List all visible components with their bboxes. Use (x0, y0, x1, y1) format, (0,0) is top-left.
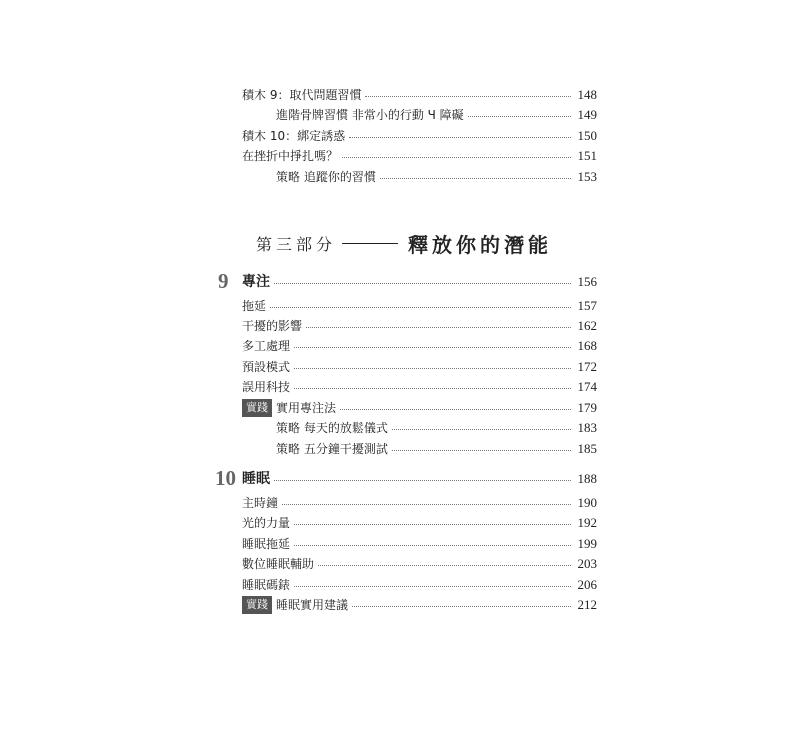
chapter-number: 10 (215, 466, 236, 490)
toc-entry-page: 172 (577, 359, 597, 374)
dot-leader (352, 606, 571, 607)
toc-entry (242, 296, 597, 316)
dot-leader (270, 307, 571, 308)
toc-entry (276, 105, 597, 125)
dot-leader (468, 116, 571, 117)
toc-entry (242, 595, 597, 615)
toc-entry (242, 316, 597, 336)
toc-entry (242, 398, 597, 418)
toc-entry (242, 336, 597, 356)
toc-entry-page: 150 (577, 128, 597, 143)
toc-entry-page: 168 (577, 338, 597, 353)
dot-leader (342, 157, 571, 158)
toc-entry-page: 174 (577, 379, 597, 394)
toc-entry (276, 439, 597, 459)
toc-entry-title: 干擾的影響 (242, 319, 303, 333)
toc-entry (276, 418, 597, 438)
dot-leader (294, 586, 571, 587)
part-dash (342, 243, 398, 244)
dot-leader (274, 283, 571, 284)
dot-leader (294, 368, 571, 369)
chapter-page: 156 (577, 274, 597, 289)
toc-entry-title: 睡眠拖延 (242, 537, 291, 551)
toc-entry-page: 151 (577, 148, 597, 163)
toc-entry-page: 153 (577, 169, 597, 184)
toc-entry-title: 光的力量 (242, 516, 291, 530)
toc-entry (242, 377, 597, 397)
toc-entry-page: 148 (577, 87, 597, 102)
dot-leader (294, 524, 571, 525)
part-title: 釋放你的潛能 (408, 232, 553, 257)
toc-entry-title: 主時鐘 (242, 496, 279, 510)
chapter-number: 9 (218, 269, 229, 293)
toc-entry-title: 睡眠碼錶 (242, 578, 291, 592)
dot-leader (318, 565, 571, 566)
toc-entry-page: 183 (577, 420, 597, 435)
dot-leader (365, 96, 571, 97)
dot-leader (392, 450, 571, 451)
part-label: 第三部分 (256, 234, 337, 254)
toc-entry-title: 數位睡眠輔助 (242, 557, 315, 571)
toc-entry (242, 534, 597, 554)
toc-entry (242, 554, 597, 574)
toc-entry-title: 拖延 (242, 299, 267, 313)
toc-entry (242, 126, 597, 146)
toc-entry-title: 在挫折中掙扎嗎？ (242, 149, 339, 163)
toc-entry-page: 190 (577, 495, 597, 510)
toc-entry-page: 179 (577, 400, 597, 415)
practice-badge: 實踐 (242, 596, 272, 614)
chapter-title: 睡眠 (242, 471, 270, 487)
chapter-title: 專注 (242, 274, 270, 290)
toc-entry-page: 162 (577, 318, 597, 333)
practice-badge: 實踐 (242, 399, 272, 417)
toc-entry-title: 預設模式 (242, 360, 291, 374)
toc-entry-title: 策略 五分鐘干擾測試 (276, 442, 388, 456)
toc-entry-title: 實用專注法 (276, 401, 337, 415)
toc-entry-title: 積木 9：取代問題習慣 (242, 88, 362, 102)
dot-leader (349, 137, 571, 138)
chapter-page: 188 (577, 471, 597, 486)
toc-entry (242, 493, 597, 513)
toc-entry-title: 多工處理 (242, 339, 291, 353)
toc-entry-page: 199 (577, 536, 597, 551)
dot-leader (274, 480, 571, 481)
dot-leader (380, 178, 571, 179)
toc-entry-page: 149 (577, 107, 597, 122)
toc-entry (242, 146, 597, 166)
toc-entry-title: 進階骨牌習慣 非常小的行動 Ч 障礙 (276, 108, 464, 122)
toc-entry-title: 睡眠實用建議 (276, 598, 349, 612)
dot-leader (392, 429, 571, 430)
toc-entry (242, 85, 597, 105)
toc-entry-page: 206 (577, 577, 597, 592)
dot-leader (340, 409, 571, 410)
dot-leader (306, 327, 571, 328)
dot-leader (282, 504, 571, 505)
dot-leader (294, 388, 571, 389)
toc-entry-title: 積木 10：綁定誘惑 (242, 129, 346, 143)
toc-entry-page: 192 (577, 515, 597, 530)
toc-entry-page: 203 (577, 556, 597, 571)
toc-entry (242, 513, 597, 533)
dot-leader (294, 347, 571, 348)
toc-entry (242, 357, 597, 377)
dot-leader (294, 545, 571, 546)
chapter-entry (242, 469, 597, 489)
toc-entry (242, 575, 597, 595)
toc-entry-page: 185 (577, 441, 597, 456)
chapter-entry (242, 272, 597, 292)
part-heading (256, 230, 552, 256)
toc-entry-page: 157 (577, 298, 597, 313)
toc-entry-title: 策略 每天的放鬆儀式 (276, 421, 388, 435)
toc-entry-page: 212 (577, 597, 597, 612)
toc-entry (276, 167, 597, 187)
toc-entry-title: 誤用科技 (242, 380, 291, 394)
toc-entry-title: 策略 追蹤你的習慣 (276, 170, 376, 184)
